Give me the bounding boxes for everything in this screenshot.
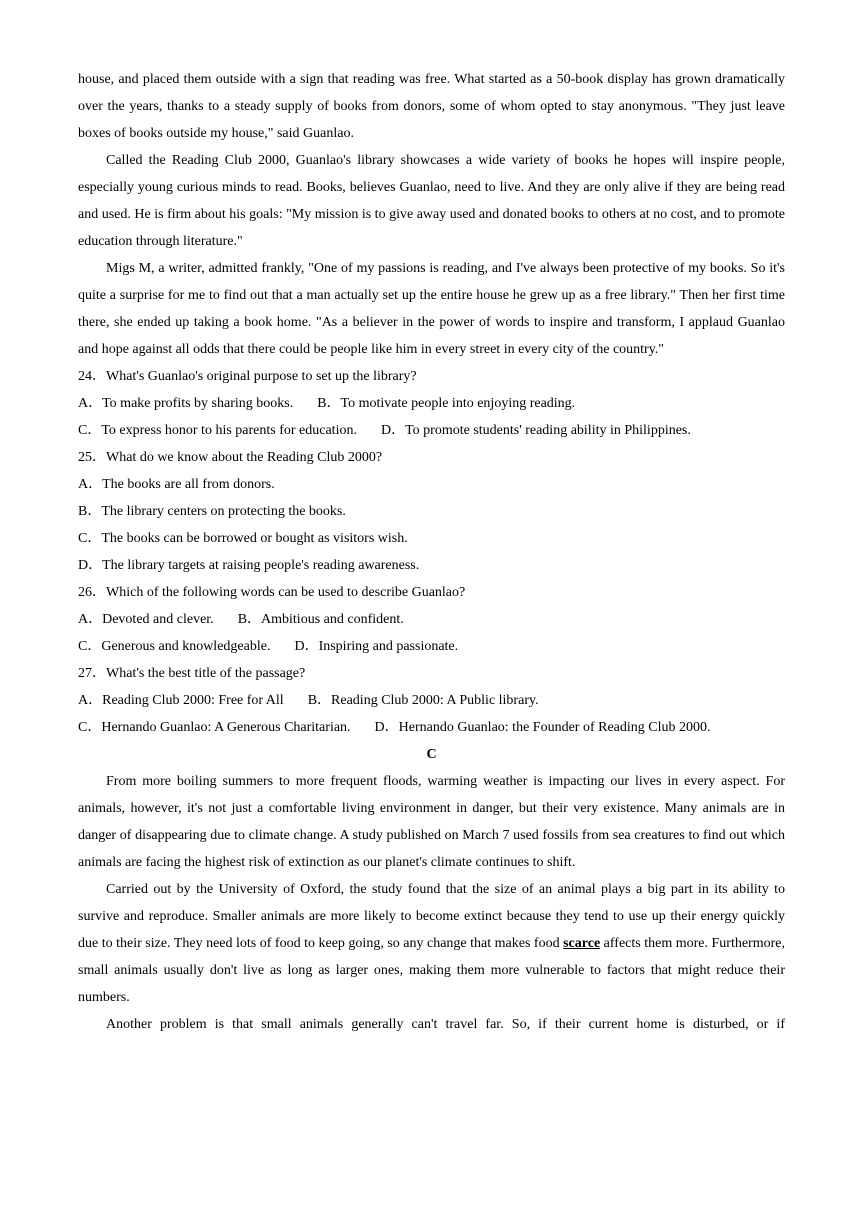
- passage-c-paragraph-1: From more boiling summers to more frequent floods, warming weather is impacting our lives in every aspect. For animals, however, it's not just a comfortable living environment in danger, but their very existence. Many animals are in danger of disappearing due to climate change. A study published on March 7 used fossils from sea creatures to find out which animals are facing the highest risk of extinction as our planet's climate continues to shift.: [78, 774, 785, 870]
- question-26-options-row-1: [78, 606, 785, 633]
- question-26-option-a: A．Devoted and clever.: [78, 612, 214, 627]
- question-24-options-row-1: [78, 390, 785, 417]
- question-25-option-c: C．The books can be borrowed or bought as visitors wish.: [78, 531, 408, 546]
- passage-b-paragraph-1: house, and placed them outside with a sign that reading was free. What started as a 50-book display has grown dramatically over the years, thanks to a steady supply of books from donors, some of whom opted to stay anonymous. "They just leave boxes of books outside my house," said Guanlao.: [78, 72, 785, 141]
- question-26-option-d: D．Inspiring and passionate.: [294, 639, 459, 654]
- question-27-option-d: D．Hernando Guanlao: the Founder of Reading Club 2000.: [374, 720, 711, 735]
- passage-c-paragraph-2-before: Carried out by the University of Oxford, the study found that the size of an animal plays a big part in its ability to survive and reproduce. Smaller animals are more likely to become extinct because they tend to use up their energy quickly due to their size. They need lots of food to keep going, so any change that makes food: [78, 882, 785, 951]
- passage-b-paragraph-2: Called the Reading Club 2000, Guanlao's library showcases a wide variety of books he hopes will inspire people, especially young curious minds to read. Books, believes Guanlao, need to live. And they are only alive if they are being read and used. He is firm about his goals: "My mission is to give away used and donated books to others at no cost, and to promote education through literature.": [78, 153, 785, 249]
- question-24-stem: 24．What's Guanlao's original purpose to set up the library?: [78, 369, 417, 384]
- question-24-option-c: C．To express honor to his parents for education.: [78, 423, 357, 438]
- question-27-option-b: B．Reading Club 2000: A Public library.: [307, 693, 539, 708]
- highlighted-keyword: scarce: [563, 936, 601, 951]
- question-25-option-b: B．The library centers on protecting the books.: [78, 504, 346, 519]
- question-24-option-a: A．To make profits by sharing books.: [78, 396, 294, 411]
- question-25-option-a: A．The books are all from donors.: [78, 477, 275, 492]
- question-24-option-d: D．To promote students' reading ability in Philippines.: [380, 423, 691, 438]
- passage-c-paragraph-3: Another problem is that small animals generally can't travel far. So, if their current home is disturbed, or if: [106, 1017, 785, 1032]
- section-c-label: C: [426, 747, 437, 762]
- question-27-stem: 27．What's the best title of the passage?: [78, 666, 306, 681]
- passage-b-paragraph-3: Migs M, a writer, admitted frankly, "One of my passions is reading, and I've always been protective of my books. So it's quite a surprise for me to find out that a man actually set up the entire house he grew up as a free library." Then her first time there, she ended up taking a book home. "As a believer in the power of words to inspire and transform, I applaud Guanlao and hope against all odds that there could be people like him in every street in every city of the country.": [78, 261, 785, 357]
- question-26-options-row-2: [78, 633, 785, 660]
- question-26-option-c: C．Generous and knowledgeable.: [78, 639, 271, 654]
- question-25-option-d: D．The library targets at raising people's reading awareness.: [78, 558, 420, 573]
- passage-c-paragraph-2: [78, 876, 785, 1011]
- exam-page: [78, 66, 785, 1038]
- question-27-option-c: C．Hernando Guanlao: A Generous Charitarian.: [78, 720, 351, 735]
- question-24-option-b: B．To motivate people into enjoying reading.: [317, 396, 576, 411]
- question-27-option-a: A．Reading Club 2000: Free for All: [78, 693, 284, 708]
- question-27-options-row-2: [78, 714, 785, 741]
- question-24-options-row-2: [78, 417, 785, 444]
- question-26-stem: 26．Which of the following words can be used to describe Guanlao?: [78, 585, 466, 600]
- passage-c-paragraph-2-after: affects them more. Furthermore, small animals usually don't live as long as larger ones, making them more vulnerable to factors that might reduce their numbers.: [78, 936, 785, 1005]
- question-26-option-b: B．Ambitious and confident.: [237, 612, 404, 627]
- question-25-stem: 25．What do we know about the Reading Club 2000?: [78, 450, 383, 465]
- question-27-options-row-1: [78, 687, 785, 714]
